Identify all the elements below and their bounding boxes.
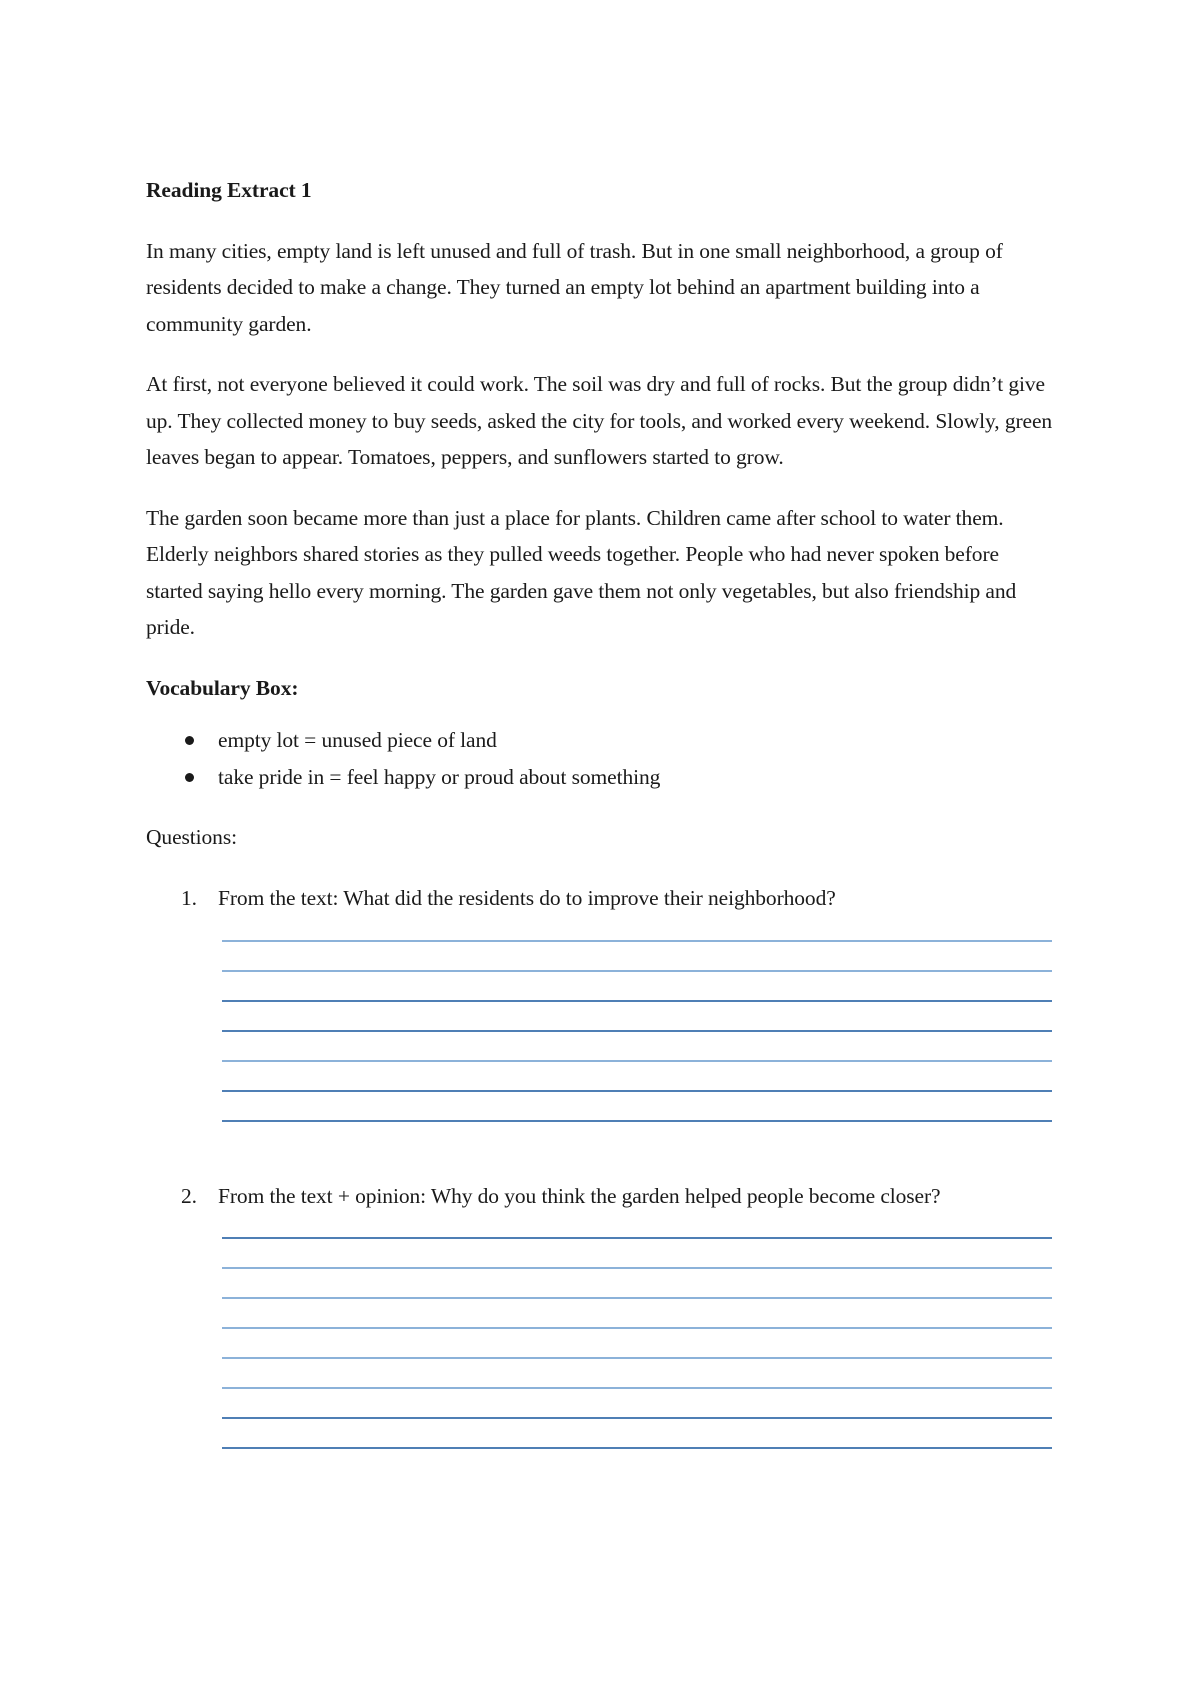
answer-lines-2[interactable]	[222, 1237, 1052, 1449]
paragraph-2: At first, not everyone believed it could work. The soil was dry and full of rocks. But the group didn’t give up. They collected money to buy seeds, asked the city for tools, and worked every weekend. Slowly, green leaves began to appear. Tomatoes, peppers, and sunflowers started to grow.	[146, 372, 1053, 469]
answer-line[interactable]	[222, 1000, 1052, 1002]
questions-heading: Questions:	[146, 825, 237, 849]
paragraph-1: In many cities, empty land is left unused and full of trash. But in one small neighborhood, a group of residents decided to make a change. They turned an empty lot behind an apartment building into a community garden.	[146, 238, 1003, 336]
bullet-icon	[185, 773, 194, 782]
answer-line[interactable]	[222, 1060, 1052, 1062]
paragraph-3: The garden soon became more than just a place for plants. Children came after school to water them. Elderly neighbors shared stories as they pulled weeds together. People who had never spoken before started saying hello every morning. The garden gave them not only vegetables, but also friendship and pride.	[146, 505, 1017, 639]
answer-line[interactable]	[222, 970, 1052, 972]
vocabulary-item-text: take pride in = feel happy or proud about something	[218, 764, 661, 789]
answer-line[interactable]	[222, 1267, 1052, 1269]
answer-lines-1[interactable]	[222, 940, 1052, 1122]
question-text: From the text: What did the residents do to improve their neighborhood?	[218, 885, 836, 910]
answer-line[interactable]	[222, 1237, 1052, 1239]
answer-line[interactable]	[222, 1417, 1052, 1419]
question-1	[146, 880, 1056, 1123]
answer-line[interactable]	[222, 1120, 1052, 1122]
vocabulary-item	[146, 759, 1056, 796]
vocabulary-item	[146, 722, 1056, 759]
document-title: Reading Extract 1	[146, 178, 312, 202]
vocabulary-heading: Vocabulary Box:	[146, 675, 299, 700]
question-number: 2.	[181, 1184, 197, 1208]
question-number: 1.	[181, 885, 197, 910]
question-2	[146, 1178, 1056, 1449]
question-text: From the text + opinion: Why do you think the garden helped people become closer?	[218, 1184, 941, 1208]
answer-line[interactable]	[222, 1447, 1052, 1449]
answer-line[interactable]	[222, 1297, 1052, 1299]
vocabulary-list	[146, 722, 1056, 795]
answer-line[interactable]	[222, 1030, 1052, 1032]
vocabulary-item-text: empty lot = unused piece of land	[218, 728, 497, 752]
answer-line[interactable]	[222, 1090, 1052, 1092]
document-content	[146, 172, 1056, 1477]
question-2-prompt	[146, 1178, 1056, 1215]
bullet-icon	[185, 736, 194, 745]
answer-line[interactable]	[222, 1387, 1052, 1389]
answer-line[interactable]	[222, 1357, 1052, 1359]
answer-line[interactable]	[222, 940, 1052, 942]
question-1-prompt	[146, 880, 1056, 917]
answer-line[interactable]	[222, 1327, 1052, 1329]
